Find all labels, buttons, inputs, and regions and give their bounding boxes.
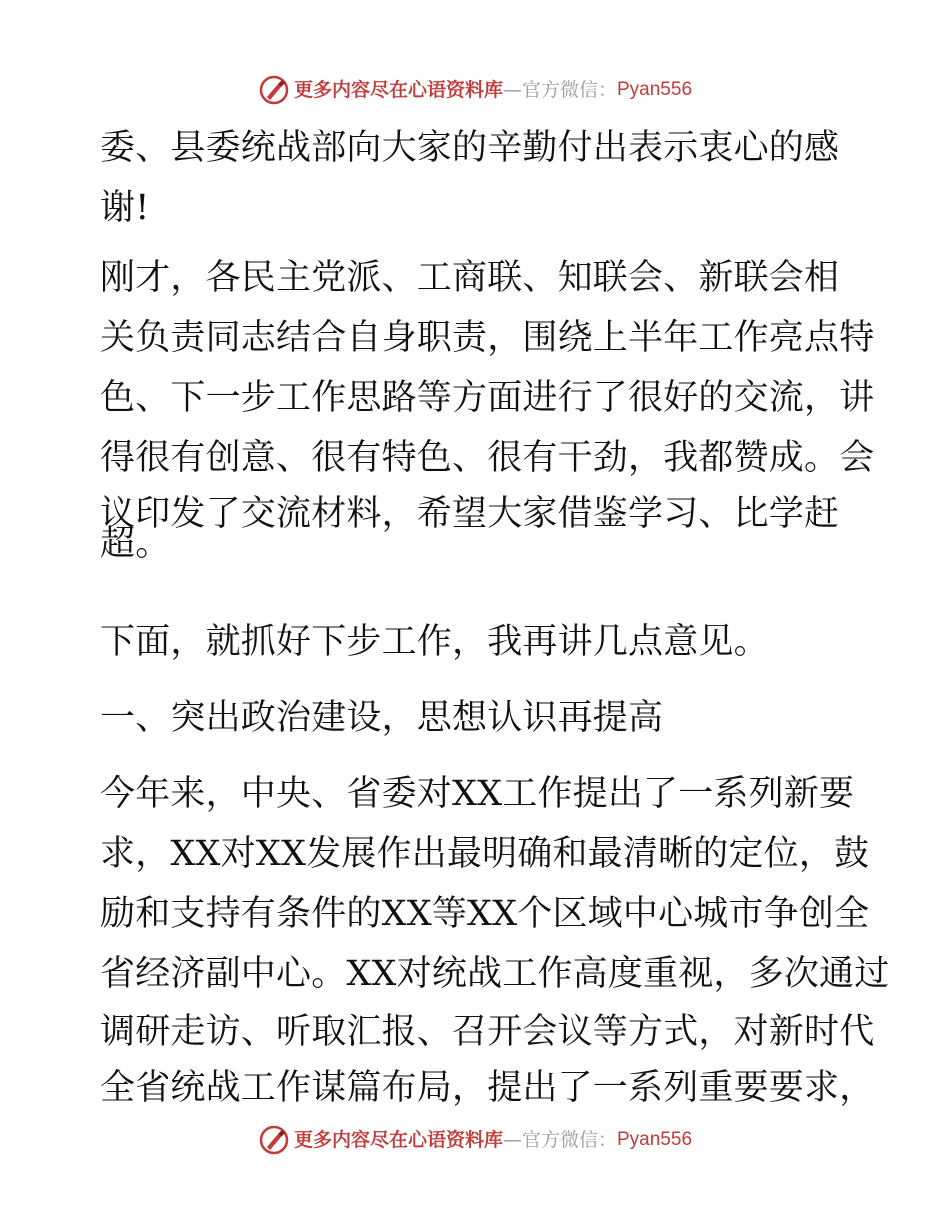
banner-dash: — bbox=[502, 1129, 522, 1151]
banner-main-text: 更多内容尽在心语资料库 bbox=[293, 79, 503, 101]
banner-wechat-id: Pyan556 bbox=[617, 1129, 693, 1150]
body-line: 全省统战工作谋篇布局，提出了一系列重要要求， bbox=[100, 1068, 875, 1108]
pen-logo-icon bbox=[258, 1124, 290, 1156]
banner-wechat-id: Pyan556 bbox=[617, 79, 693, 100]
body-line: 求，XX对XX发展作出最明确和最清晰的定位，鼓 bbox=[100, 834, 870, 874]
body-line: 关负责同志结合自身职责，围绕上半年工作亮点特 bbox=[100, 318, 875, 358]
section-heading: 一、突出政治建设，思想认识再提高 bbox=[100, 698, 664, 738]
banner-wechat-label: 官方微信： bbox=[521, 1129, 617, 1151]
body-line: 谢! bbox=[100, 188, 150, 228]
body-line: 今年来，中央、省委对XX工作提出了一系列新要 bbox=[100, 774, 855, 814]
body-line: 省经济副中心。XX对统战工作高度重视，多次通过 bbox=[100, 954, 890, 994]
footer-watermark-banner bbox=[0, 1122, 950, 1158]
banner-wechat-label: 官方微信： bbox=[521, 79, 617, 101]
body-line: 超。 bbox=[100, 524, 171, 564]
body-line: 色、下一步工作思路等方面进行了很好的交流，讲 bbox=[100, 378, 875, 418]
body-line: 励和支持有条件的XX等XX个区域中心城市争创全 bbox=[100, 894, 870, 934]
body-line: 下面，就抓好下步工作，我再讲几点意见。 bbox=[100, 622, 769, 662]
body-line: 委、县委统战部向大家的辛勤付出表示衷心的感 bbox=[100, 128, 840, 168]
banner-main-text: 更多内容尽在心语资料库 bbox=[293, 1129, 503, 1151]
body-line: 得很有创意、很有特色、很有干劲，我都赞成。会 bbox=[100, 438, 875, 478]
body-line: 议印发了交流材料，希望大家借鉴学习、比学赶 bbox=[100, 494, 840, 534]
banner-dash: — bbox=[502, 79, 522, 101]
body-line: 刚才，各民主党派、工商联、知联会、新联会相 bbox=[100, 258, 840, 298]
body-line: 调研走访、听取汇报、召开会议等方式，对新时代 bbox=[100, 1012, 875, 1052]
